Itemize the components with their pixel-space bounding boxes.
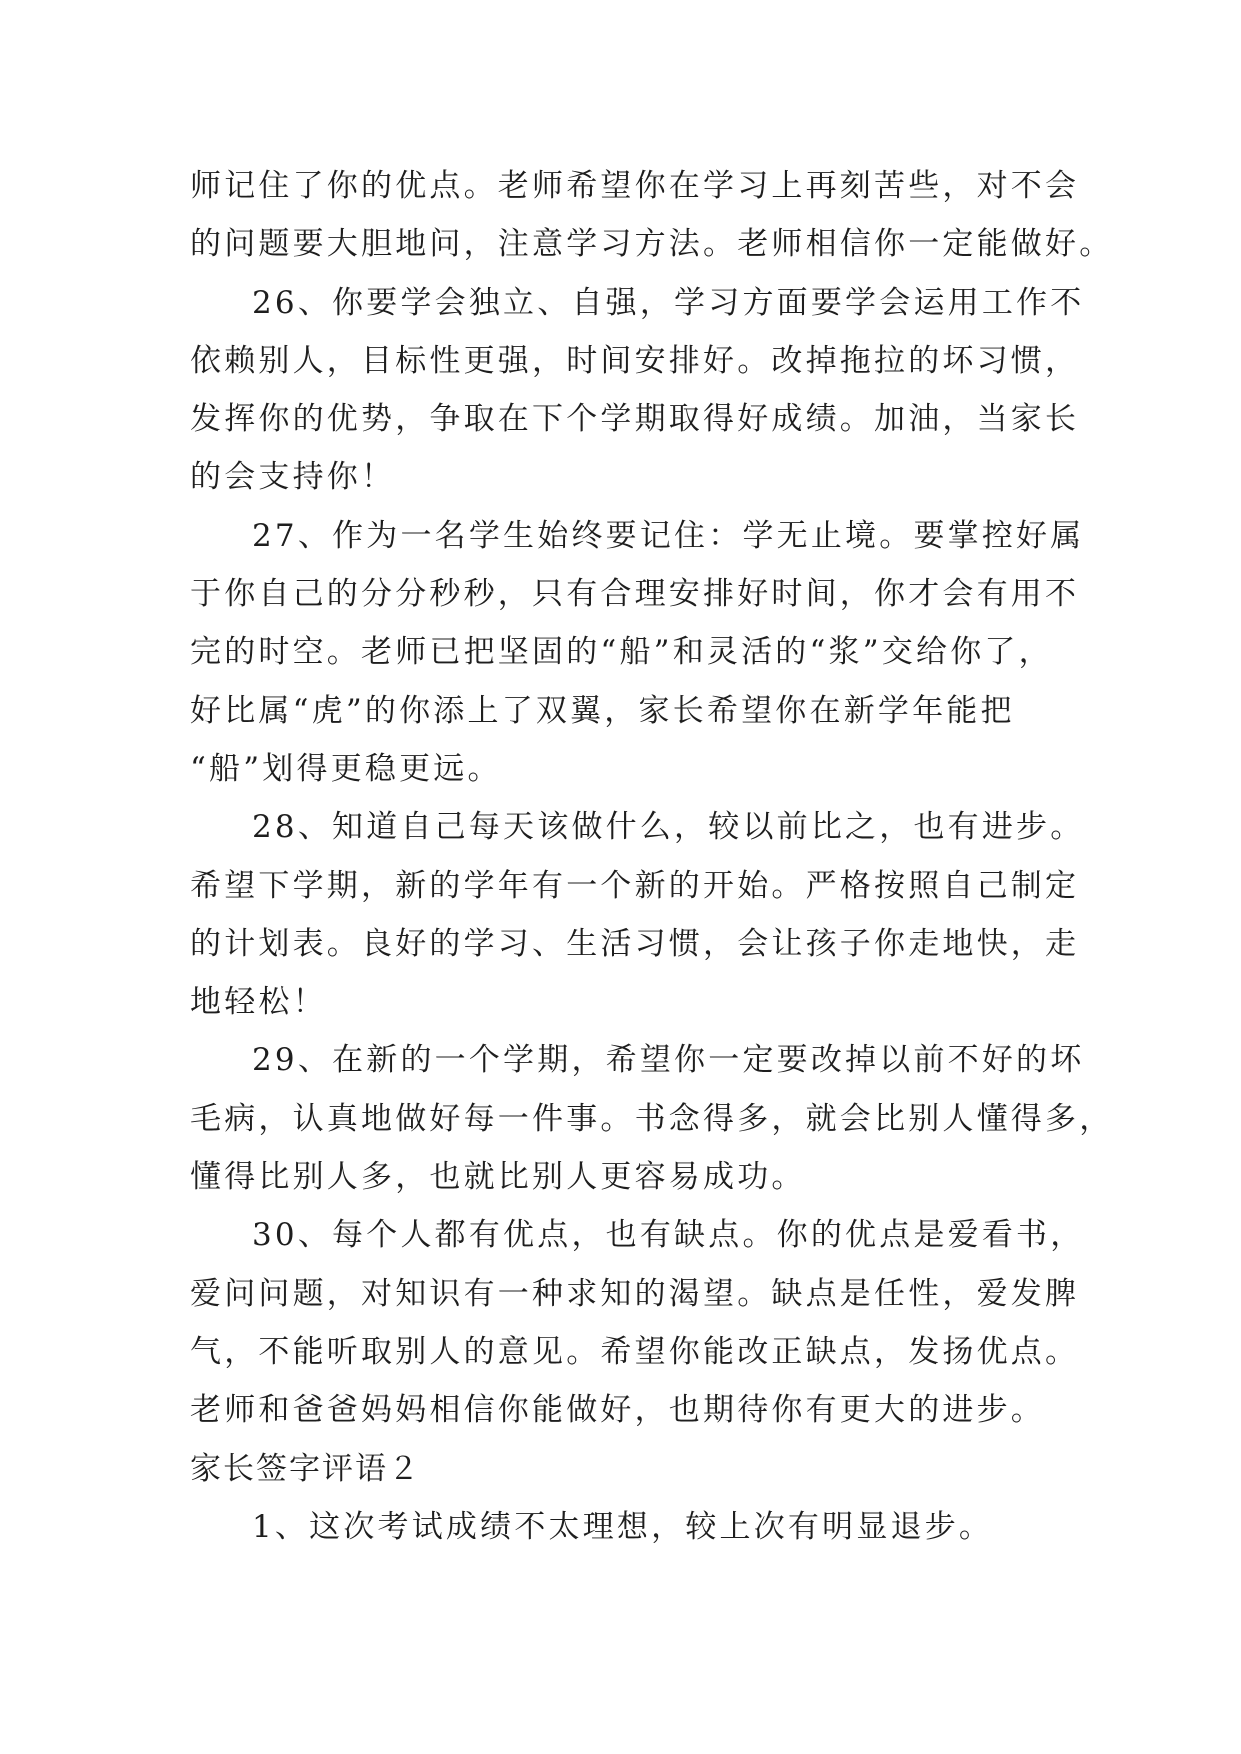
text-line: 地轻松！ <box>190 984 327 1021</box>
text-line: 好比属“虎”的你添上了双翼，家长希望你在新学年能把 <box>190 692 1015 729</box>
text-line: 完的时空。老师已把坚固的“船”和灵活的“浆”交给你了， <box>190 634 1053 671</box>
paragraph-1-start: 1、这次考试成绩不太理想，较上次有明显退步。 <box>252 1508 994 1545</box>
paragraph-27-start: 27、作为一名学生始终要记住：学无止境。要掌控好属 <box>252 517 1085 554</box>
text-line: “船”划得更稳更远。 <box>190 750 502 787</box>
text-line: 气，不能听取别人的意见。希望你能改正缺点，发扬优点。 <box>190 1333 1080 1370</box>
document-body <box>190 157 1114 1556</box>
text-line: 师记住了你的优点。老师希望你在学习上再刻苦些，对不会 <box>190 168 1080 204</box>
text-line: 依赖别人，目标性更强，时间安排好。改掉拖拉的坏习惯， <box>190 342 1080 379</box>
text-line: 于你自己的分分秒秒，只有合理安排好时间，你才会有用不 <box>190 576 1080 613</box>
text-line: 发挥你的优势，争取在下个学期取得好成绩。加油，当家长 <box>190 401 1080 438</box>
section-heading: 家长签字评语２ <box>190 1450 421 1487</box>
text-line: 毛病，认真地做好每一件事。书念得多，就会比别人懂得多， <box>190 1100 1114 1137</box>
text-line: 爱问问题，对知识有一种求知的渴望。缺点是任性，爱发脾 <box>190 1275 1080 1312</box>
paragraph-26-start: 26、你要学会独立、自强，学习方面要学会运用工作不 <box>252 284 1085 321</box>
paragraph-28-start: 28、知道自己每天该做什么，较以前比之，也有进步。 <box>252 809 1085 846</box>
text-line: 希望下学期，新的学年有一个新的开始。严格按照自己制定 <box>190 867 1080 904</box>
text-line: 懂得比别人多，也就比别人更容易成功。 <box>190 1159 806 1196</box>
text-line: 的问题要大胆地问，注意学习方法。老师相信你一定能做好。 <box>190 226 1114 263</box>
text-line: 的会支持你！ <box>190 459 396 496</box>
text-line: 的计划表。良好的学习、生活习惯，会让孩子你走地快，走 <box>190 925 1080 962</box>
paragraph-30-start: 30、每个人都有优点，也有缺点。你的优点是爱看书， <box>252 1217 1085 1254</box>
paragraph-29-start: 29、在新的一个学期，希望你一定要改掉以前不好的坏 <box>252 1042 1085 1079</box>
text-line: 老师和爸爸妈妈相信你能做好，也期待你有更大的进步。 <box>190 1392 1045 1429</box>
